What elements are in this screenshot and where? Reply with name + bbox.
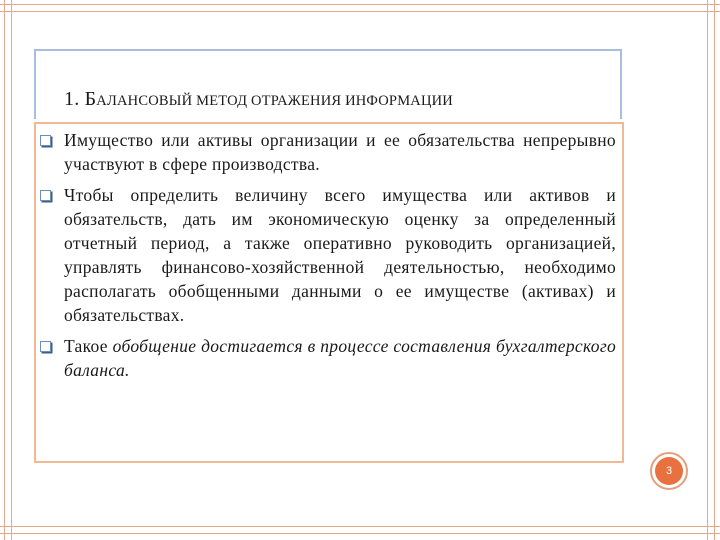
page-number-badge [650, 452, 688, 490]
title-number: 1. [64, 88, 85, 110]
bullet-text: Чтобы определить величину всего имущества или активов и обязательств, дать им экономическую оценку за определенный отчетный период, а также оперативно руководить организацией, управлять финансово-хозяйственной деятельностью, необходимо располагать обобщенными данными о ее имуществе (активах) и обязательствах. [64, 185, 616, 325]
square-bullet-icon [40, 341, 51, 352]
frame-line-right-inner [707, 0, 708, 540]
page-number: 3 [655, 457, 683, 485]
list-item [40, 334, 616, 382]
frame-line-right-outer [714, 0, 715, 540]
frame-line-top-inner [0, 11, 720, 12]
bullet-list [40, 128, 616, 389]
slide-title [64, 88, 453, 111]
bullet-text-plain: Такое [64, 336, 113, 356]
frame-line-bottom-inner [0, 526, 720, 527]
bullet-text [64, 334, 616, 382]
square-bullet-icon [40, 190, 51, 201]
list-item [40, 128, 616, 176]
frame-line-bottom-outer [0, 533, 720, 534]
frame-line-left-inner [11, 0, 12, 540]
title-rest: АЛАНСОВЫЙ МЕТОД ОТРАЖЕНИЯ ИНФОРМАЦИИ [96, 93, 453, 109]
frame-line-left-outer [4, 0, 5, 540]
square-bullet-icon [40, 135, 51, 146]
title-first-letter: Б [84, 88, 97, 110]
bullet-text: Имущество или активы организации и ее обязательства непрерывно участвуют в сфере производства. [64, 130, 616, 174]
frame-line-top-outer [0, 4, 720, 5]
list-item [40, 183, 616, 327]
bullet-text-italic: обобщение достигается в процессе составления бухгалтерского баланса. [64, 336, 616, 380]
